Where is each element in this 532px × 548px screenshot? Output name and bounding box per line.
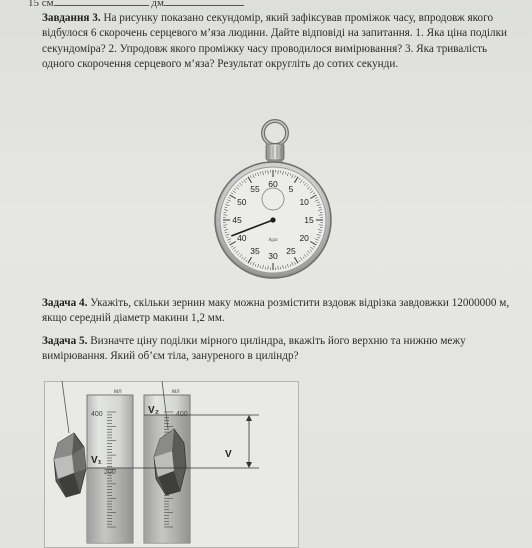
cylinder-left — [87, 389, 133, 543]
task-5 — [42, 334, 512, 365]
volume-label-v1: V₁ — [91, 455, 102, 466]
cylinder-right-unit: мл — [172, 389, 180, 395]
dial-label-40: 40 — [237, 233, 247, 243]
task-5-title: Задача 5. — [42, 335, 88, 347]
cylinder-left-mark-400: 400 — [91, 411, 103, 418]
cylinder-right-mark-400: 400 — [176, 411, 188, 418]
dial-label-55: 55 — [250, 183, 260, 194]
answer-blank — [54, 0, 149, 6]
stopwatch-illustration — [208, 116, 338, 281]
stopwatch-hub — [270, 217, 275, 222]
dial-label-30: 30 — [268, 251, 278, 261]
dial-label-35: 35 — [250, 246, 260, 257]
previous-task-fragment — [28, 0, 244, 9]
dial-label-5: 5 — [288, 183, 294, 194]
dial-label-25: 25 — [286, 246, 296, 257]
dial-label-15: 15 — [304, 215, 314, 225]
dial-label-60: 60 — [268, 179, 278, 189]
task-5-text: Визначте ціну поділки мірного циліндра, вкажіть його верхню та нижню межу вимірювання. Який об’єм тіла, зануреного в циліндр? — [42, 335, 466, 363]
task-4-title: Задача 4. — [42, 297, 88, 309]
task-3-text: На рисунку показано секундомір, який зафіксував проміжок часу, впродовж якого відбулося 6 скорочень серцевого м’яза людини. Дайте відповіді на запитання. 1. Яка ціна поділки секундоміра? 2. Упродовж якого проміжку часу проводилося вимірювання? 3. Яка тривалість одного скорочення серцевого м’яза? Результат округліть до сотих секунди. — [42, 12, 508, 71]
stopwatch-brand: Agat — [268, 238, 278, 243]
task-4-text: Укажіть, скільки зернин маку можна розмістити вздовж відрізка завдовжки 12000000 м, якщо середній діаметр макини 1,2 мм. — [42, 297, 510, 325]
answer-blank-2 — [164, 0, 244, 6]
previous-task-unit: дм — [151, 0, 164, 9]
dial-label-50: 50 — [237, 197, 247, 207]
task-4 — [42, 296, 512, 327]
task-3-title: Завдання 3. — [42, 12, 101, 24]
volume-label-v2: V₂ — [148, 405, 160, 416]
previous-task-text: 15 см — [28, 0, 54, 9]
measuring-cylinders-illustration — [44, 381, 299, 548]
dial-label-45: 45 — [232, 215, 242, 225]
dial-label-20: 20 — [299, 233, 309, 243]
cylinder-left-unit: мл — [114, 389, 122, 395]
dial-label-10: 10 — [299, 197, 309, 207]
cylinder-left-mark-200: 200 — [104, 469, 116, 476]
task-3 — [42, 11, 512, 73]
volume-label-v: V — [225, 449, 232, 460]
